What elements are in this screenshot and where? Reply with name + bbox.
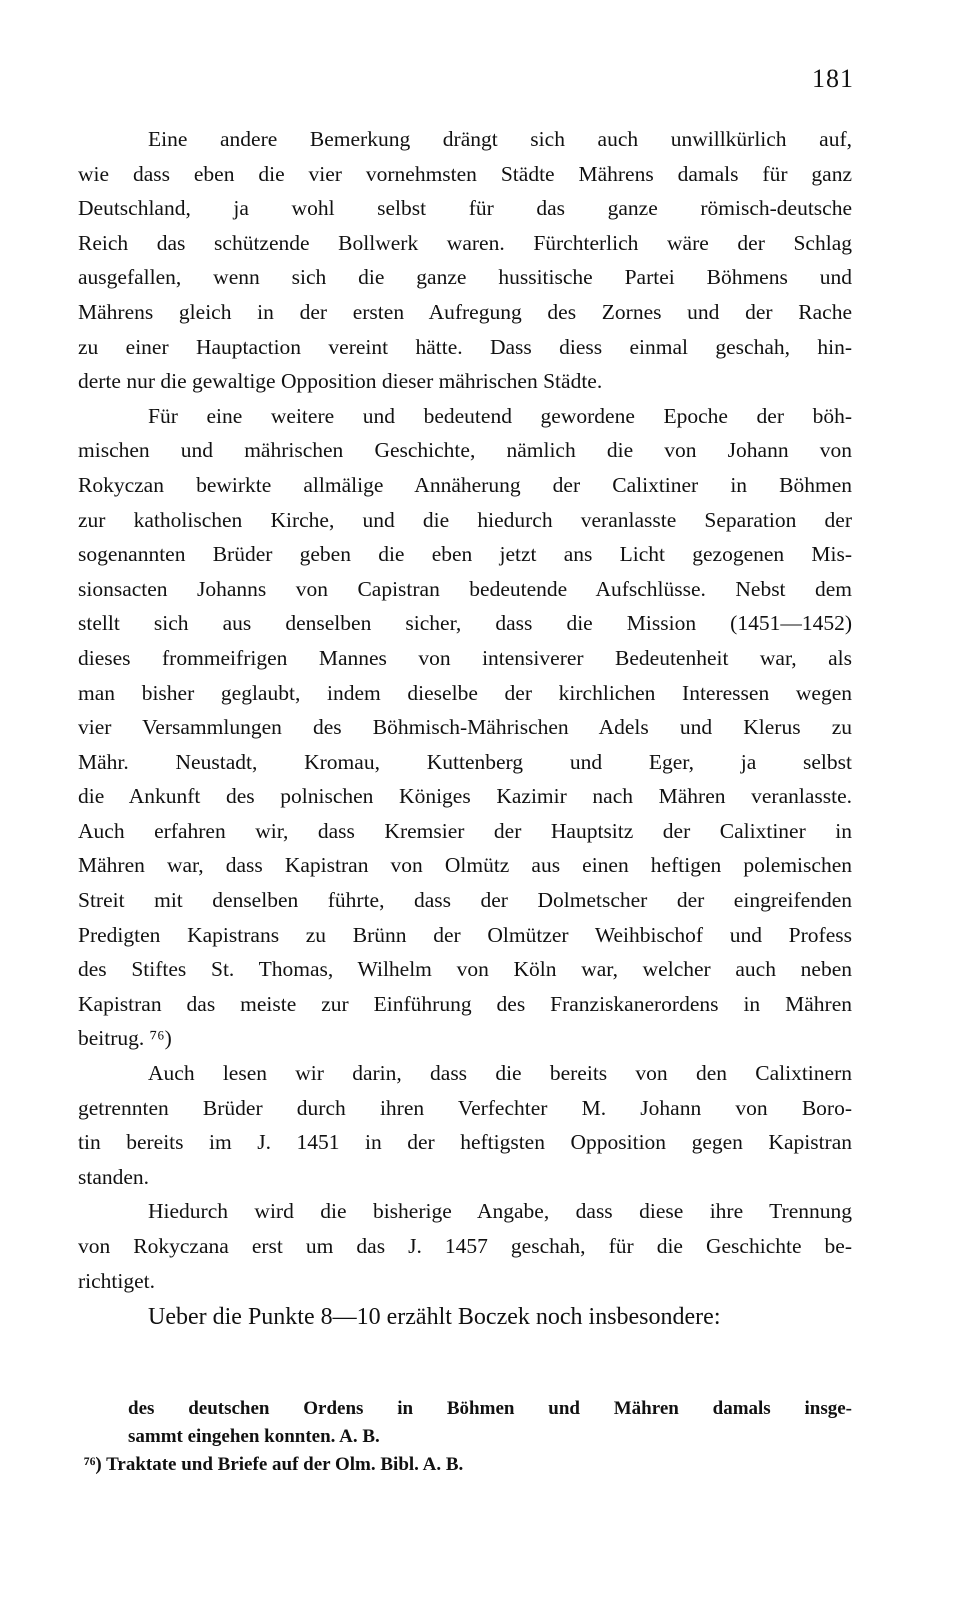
text-line: tin bereits im J. 1451 in der heftigsten Opposition gegen Kapistran — [78, 1130, 852, 1155]
text-line: stellt sich aus denselben sicher, dass die Mission (1451—1452) — [78, 611, 852, 636]
text-line: Auch erfahren wir, dass Kremsier der Hauptsitz der Calixtiner in — [78, 818, 852, 843]
text-line: Mährens gleich in der ersten Aufregung des Zornes und der Rache — [78, 299, 852, 324]
text-line: Reich das schützende Bollwerk waren. Fürchterlich wäre der Schlag — [78, 230, 852, 255]
page-number: 181 — [812, 64, 854, 93]
text-line: die Ankunft des polnischen Königes Kazimir nach Mähren veranlasste. — [78, 784, 852, 809]
text-line: sionsacten Johanns von Capistran bedeutende Aufschlüsse. Nebst dem — [78, 576, 852, 601]
text-line: Streit mit denselben führte, dass der Dolmetscher der eingreifenden — [78, 888, 852, 913]
text-line: zu einer Hauptaction vereint hätte. Dass diess einmal geschah, hin- — [78, 334, 852, 359]
text-line: getrennten Brüder durch ihren Verfechter M. Johann von Boro- — [78, 1095, 852, 1120]
text-line: Für eine weitere und bedeutend gewordene Epoche der böh- — [148, 403, 852, 428]
text-line: des Stiftes St. Thomas, Wilhelm von Köln war, welcher auch neben — [78, 957, 852, 982]
text-line: standen. — [78, 1164, 150, 1189]
text-line: Kapistran das meiste zur Einführung des Franziskanerordens in Mähren — [78, 991, 852, 1016]
text-line: Rokyczan bewirkte allmälige Annäherung der Calixtiner in Böhmen — [78, 472, 852, 497]
text-line: ausgefallen, wenn sich die ganze hussitische Partei Böhmens und — [78, 265, 852, 290]
footnote-line: ⁷⁶) Traktate und Briefe auf der Olm. Bibl. A. B. — [84, 1454, 464, 1475]
footnote-line: des deutschen Ordens in Böhmen und Mähren damals insge- — [128, 1398, 852, 1419]
text-line: von Rokyczana erst um das J. 1457 geschah, für die Geschichte be- — [78, 1234, 852, 1258]
text-line: sogenannten Brüder geben die eben jetzt ans Licht gezogenen Mis- — [78, 542, 852, 567]
text-line: dieses frommeifrigen Mannes von intensiverer Bedeutenheit war, als — [78, 645, 852, 670]
text-line: zur katholischen Kirche, und die hiedurch veranlasste Separation der — [78, 507, 852, 532]
text-line: richtiget. — [78, 1268, 156, 1293]
footnotes — [78, 1395, 852, 1479]
footnote-line: sammt eingehen konnten. A. B. — [128, 1426, 380, 1447]
section-heading-line: Ueber die Punkte 8—10 erzählt Boczek noch insbesondere: — [148, 1304, 721, 1331]
text-line: Deutschland, ja wohl selbst für das ganze römisch-deutsche — [78, 196, 852, 221]
body-text — [78, 122, 852, 1336]
text-line: man bisher geglaubt, indem dieselbe der kirchlichen Interessen wegen — [78, 680, 852, 705]
text-line: mischen und mährischen Geschichte, nämlich die von Johann von — [78, 438, 852, 463]
text-line: derte nur die gewaltige Opposition dieser mährischen Städte. — [78, 369, 603, 394]
text-line: Auch lesen wir darin, dass die bereits von den Calixtinern — [148, 1061, 852, 1086]
text-line: Mähren war, dass Kapistran von Olmütz aus einen heftigen polemischen — [78, 853, 852, 878]
text-line: vier Versammlungen des Böhmisch-Mährischen Adels und Klerus zu — [78, 715, 852, 740]
text-line: Eine andere Bemerkung drängt sich auch unwillkürlich auf, — [148, 127, 852, 151]
text-line: Hiedurch wird die bisherige Angabe, dass diese ihre Trennung — [148, 1199, 852, 1224]
text-line: wie dass eben die vier vornehmsten Städte Mährens damals für ganz — [78, 161, 852, 186]
text-line: Predigten Kapistrans zu Brünn der Olmützer Weihbischof und Profess — [78, 922, 852, 947]
text-line: Mähr. Neustadt, Kromau, Kuttenberg und Eger, ja selbst — [78, 749, 852, 774]
text-line: beitrug. ⁷⁶) — [78, 1026, 172, 1051]
